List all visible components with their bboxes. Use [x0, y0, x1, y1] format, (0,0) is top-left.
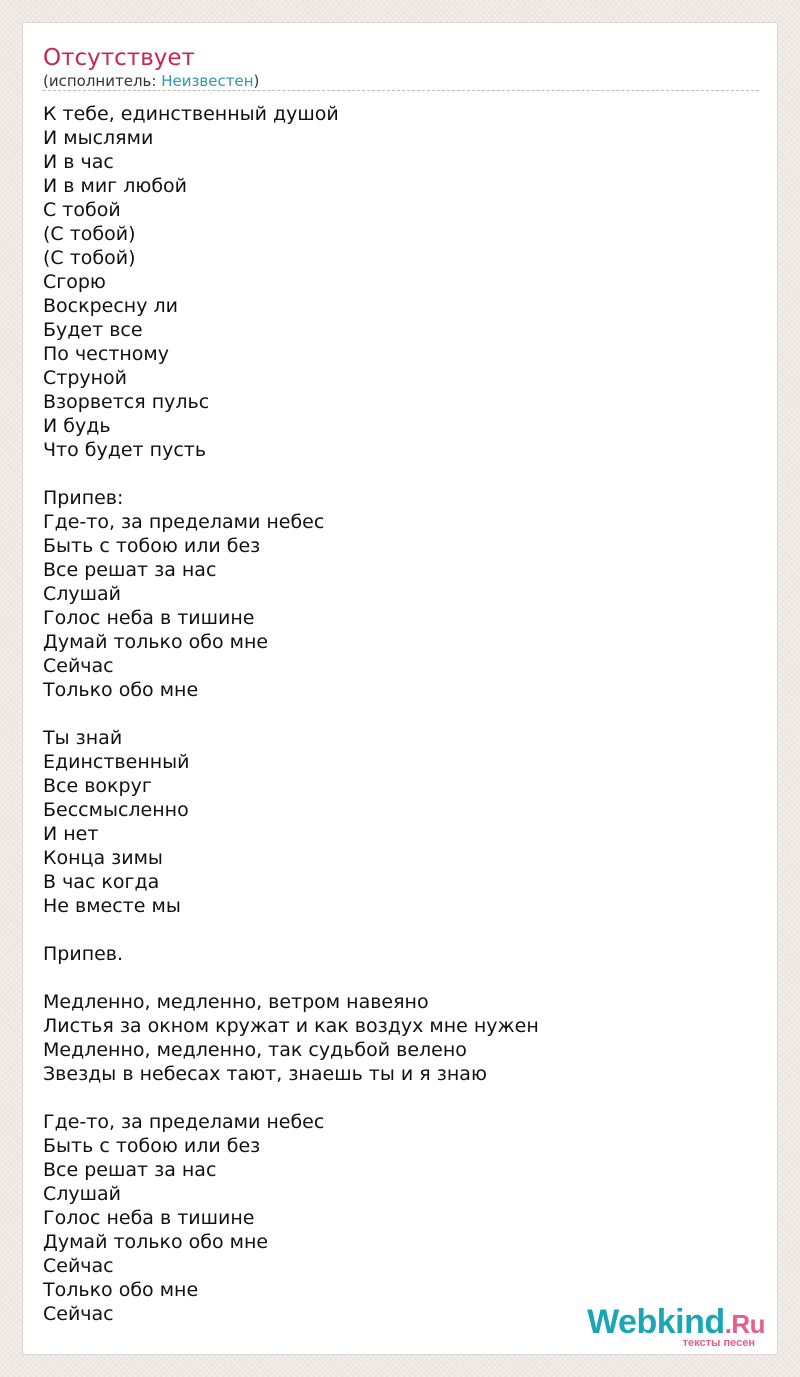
artist-suffix: ) [253, 72, 260, 90]
artist-link[interactable]: Неизвестен [161, 72, 254, 90]
artist-line [43, 71, 259, 91]
logo-word: Webkind [587, 1303, 725, 1341]
logo-tagline: тексты песен [682, 1337, 755, 1349]
header-divider [43, 90, 759, 91]
artist-prefix: (исполнитель: [43, 72, 162, 90]
site-logo-watermark [581, 1304, 771, 1348]
lyrics-card [22, 22, 778, 1355]
song-title: Отсутствует [43, 45, 195, 71]
logo-tld: .Ru [724, 1309, 765, 1339]
lyrics-text: К тебе, единственный душой И мыслями И в час И в миг любой С тобой (С тобой) (С тобой) Сгорю Воскресну ли Будет все По честному Струной Взорвется пульс И будь Что будет пусть Припев: Где-то, за пределами небес Быть с тобою или без Все решат за нас Слушай Голос неба в тишине Думай только обо мне Сейчас Только обо мне Ты знай Единственный Все вокруг Бессмысленно И нет Конца зимы В час когда Не вместе мы Припев. Медленно, медленно, ветром навеяно Листья за окном кружат и как воздух мне нужен Медленно, медленно, так судьбой велено Звезды в небесах тают, знаешь ты и я знаю Где-то, за пределами небес Быть с тобою или без Все решат за нас Слушай Голос неба в тишине Думай только обо мне Сейчас Только обо мне Сейчас [43, 103, 539, 1325]
